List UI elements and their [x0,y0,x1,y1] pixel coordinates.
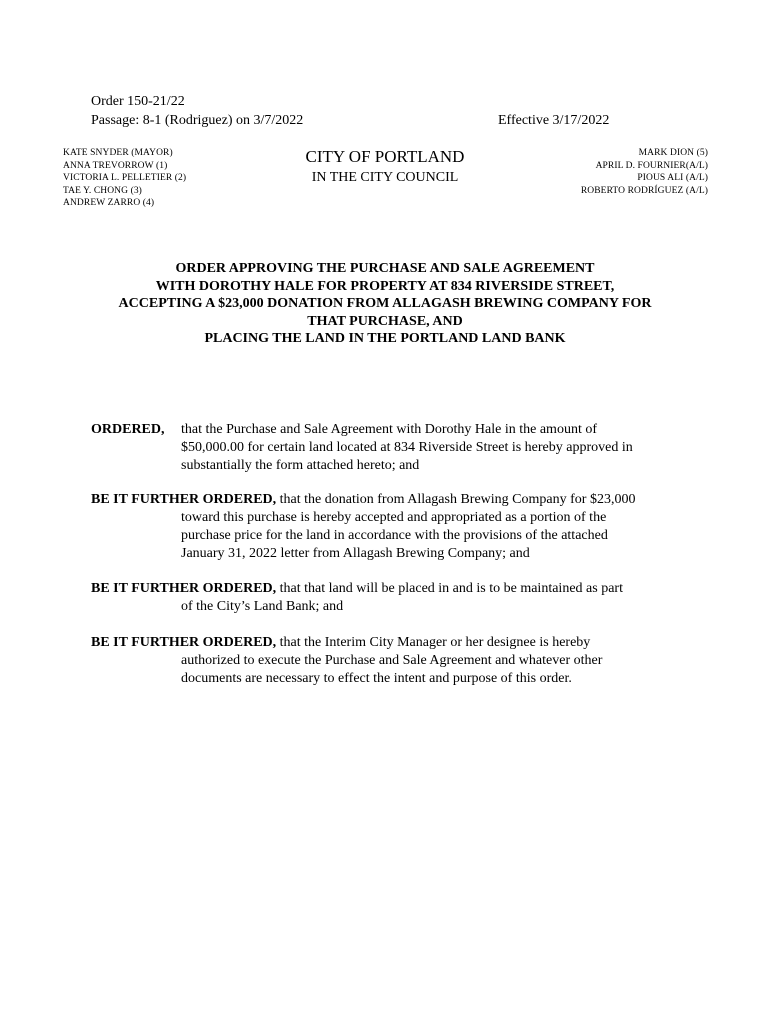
paragraph-text: that the Purchase and Sale Agreement with Dorothy Hale in the amount of [181,422,598,437]
council-member: KATE SNYDER (MAYOR) [63,148,173,158]
council-member: ROBERTO RODRÍGUEZ (A/L) [580,185,708,196]
paragraph-text: that the Interim City Manager or her designee is hereby [279,635,591,650]
order-title [0,260,770,348]
order-title-line: WITH DOROTHY HALE FOR PROPERTY AT 834 RIVERSIDE STREET, [155,278,615,294]
council-member: PIOUS ALI (A/L) [637,173,708,183]
paragraph-lead: BE IT FURTHER ORDERED, [91,492,277,507]
passage-info: Passage: 8-1 (Rodriguez) on 3/7/2022 [91,113,304,128]
order-title-line: PLACING THE LAND IN THE PORTLAND LAND BANK [204,331,566,346]
paragraph-lead: BE IT FURTHER ORDERED, [91,635,277,650]
further-ordered-paragraph [91,491,691,563]
city-title: CITY OF PORTLAND [305,147,465,166]
paragraph-text: of the City’s Land Bank; and [181,599,344,614]
council-member: MARK DION (5) [638,148,708,158]
order-title-line: ACCEPTING A $23,000 DONATION FROM ALLAGASH BREWING COMPANY FOR [118,296,652,311]
order-title-line: ORDER APPROVING THE PURCHASE AND SALE AGREEMENT [175,261,595,276]
council-member: ANDREW ZARRO (4) [63,198,155,208]
council-member: APRIL D. FOURNIER(A/L) [595,160,708,171]
paragraph-text: documents are necessary to effect the intent and purpose of this order. [181,671,572,686]
council-member: ANNA TREVORROW (1) [63,160,168,171]
paragraph-lead: ORDERED, [91,422,165,437]
city-subtitle: IN THE CITY COUNCIL [311,170,459,185]
council-members-right [581,147,708,197]
effective-date: Effective 3/17/2022 [498,113,610,128]
further-ordered-paragraph [91,634,691,688]
paragraph-text: substantially the form attached hereto; and [181,458,420,473]
paragraph-text: $50,000.00 for certain land located at 834 Riverside Street is hereby approved in [181,440,633,455]
ordered-paragraph [91,421,691,475]
order-title-line: THAT PURCHASE, AND [307,313,463,329]
paragraph-text: that the donation from Allagash Brewing Company for $23,000 [279,492,636,507]
paragraph-text: January 31, 2022 letter from Allagash Brewing Company; and [181,546,530,561]
paragraph-text: purchase price for the land in accordance with the provisions of the attached [181,528,608,543]
paragraph-lead: BE IT FURTHER ORDERED, [91,581,277,596]
order-number: Order 150-21/22 [91,94,185,109]
council-member: VICTORIA L. PELLETIER (2) [63,173,187,183]
paragraph-text: authorized to execute the Purchase and Sale Agreement and whatever other [181,653,603,668]
paragraph-text: toward this purchase is hereby accepted and appropriated as a portion of the [181,510,607,525]
council-member: TAE Y. CHONG (3) [63,185,142,196]
paragraph-text: that that land will be placed in and is to be maintained as part [279,581,623,596]
further-ordered-paragraph [91,580,691,616]
